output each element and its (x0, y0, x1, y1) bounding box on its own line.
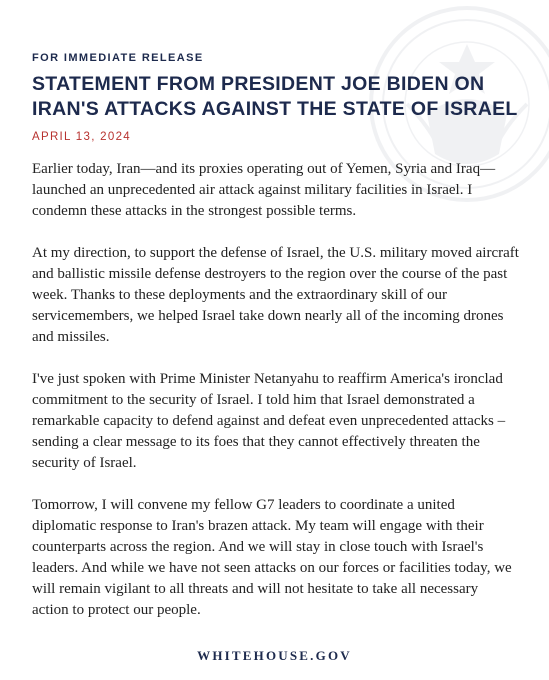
body-paragraph-2: At my direction, to support the defense of Israel, the U.S. military moved aircraft and ballistic missile defense destroyers to the region over the course of the past week. Thanks to these deployments and the extraordinary skill of our servicemembers, we helped Israel take down nearly all of the incoming drones and missiles. (32, 245, 519, 345)
release-content (32, 52, 522, 642)
body-paragraph-3: I've just spoken with Prime Minister Netanyahu to reaffirm America's ironclad commitment to the security of Israel. I told him that Israel demonstrated a remarkable capacity to defend against and defeat even unprecedented attacks – sending a clear message to its foes that they cannot effectively threaten the security of Israel. (32, 371, 506, 471)
release-kicker: FOR IMMEDIATE RELEASE (32, 52, 204, 64)
release-date: APRIL 13, 2024 (32, 131, 131, 143)
release-title-text: STATEMENT FROM PRESIDENT JOE BIDEN ON IRAN'S ATTACKS AGAINST THE STATE OF ISRAEL (32, 73, 518, 120)
body-paragraph-1: Earlier today, Iran—and its proxies operating out of Yemen, Syria and Iraq— launched an unprecedented air attack against military facilities in Israel. I condemn these attacks in the strongest possible terms. (32, 161, 496, 219)
release-title (32, 72, 522, 122)
footer-site-link: WHITEHOUSE.GOV (197, 648, 352, 663)
body-paragraph-4: Tomorrow, I will convene my fellow G7 leaders to coordinate a united diplomatic response to Iran's brazen attack. My team will engage with their counterparts across the region. And we will stay in close touch with Israel's leaders. And while we have not seen attacks on our forces or facilities today, we will remain vigilant to all threats and will not hesitate to take all necessary action to protect our people. (32, 497, 512, 618)
